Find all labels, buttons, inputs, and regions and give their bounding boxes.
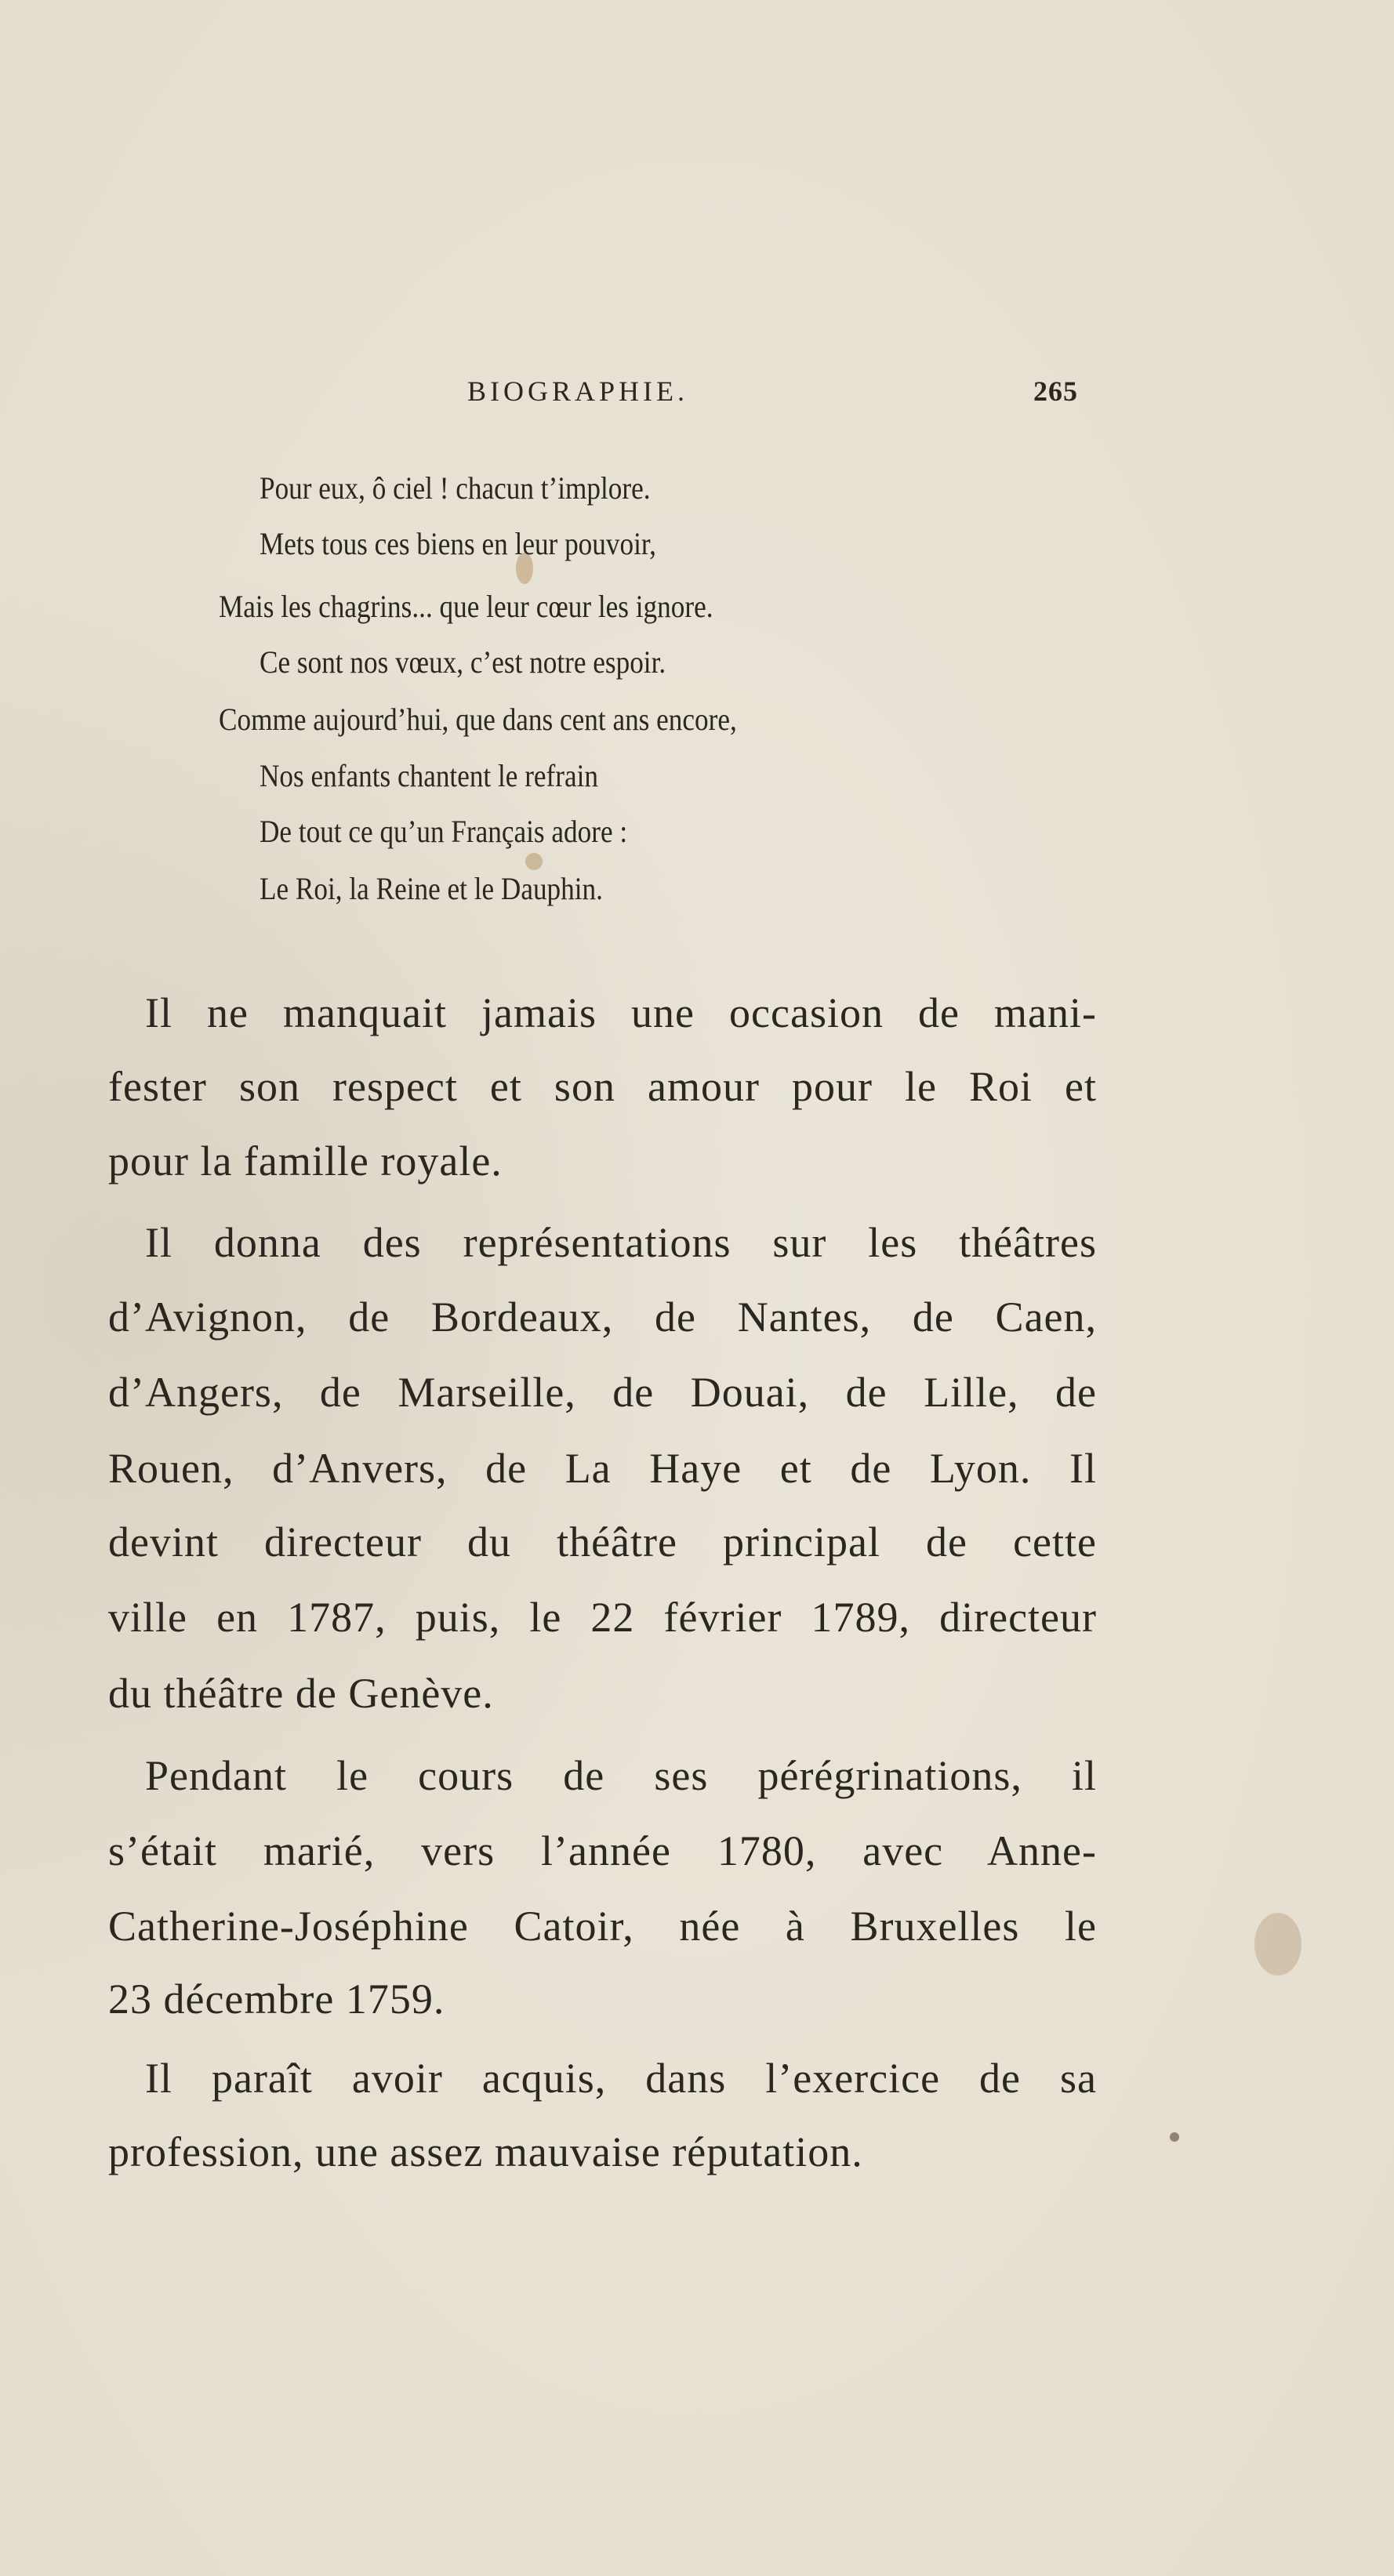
verse-line: De tout ce qu’un Français adore : xyxy=(260,814,628,849)
text-line: ville en 1787, puis, le 22 février 1789, directeur xyxy=(108,1594,1097,1641)
text-line: s’était marié, vers l’année 1780, avec Anne- xyxy=(108,1827,1097,1874)
verse-line: Mais les chagrins... que leur cœur les ignore. xyxy=(219,589,713,624)
text-line: d’Angers, de Marseille, de Douai, de Lille, de xyxy=(108,1369,1097,1416)
verse-line: Comme aujourd’hui, que dans cent ans encore, xyxy=(219,702,737,737)
foxing-stain xyxy=(1254,1913,1301,1976)
ink-speck xyxy=(1170,2132,1179,2142)
page-number: 265 xyxy=(1033,376,1078,407)
text-line: Rouen, d’Anvers, de La Haye et de Lyon. Il xyxy=(108,1445,1097,1492)
text-line: pour la famille royale. xyxy=(108,1137,503,1185)
verse-line: Le Roi, la Reine et le Dauphin. xyxy=(260,871,603,906)
verse-line: Pour eux, ô ciel ! chacun t’implore. xyxy=(260,470,651,506)
verse-line: Nos enfants chantent le refrain xyxy=(260,758,598,793)
verse-line: Mets tous ces biens en leur pouvoir, xyxy=(260,526,656,561)
text-line: profession, une assez mauvaise réputation. xyxy=(108,2128,863,2175)
foxing-stain xyxy=(525,853,543,870)
text-line: devint directeur du théâtre principal de cette xyxy=(108,1518,1097,1566)
text-line: du théâtre de Genève. xyxy=(108,1670,494,1717)
text-line: Catherine-Joséphine Catoir, née à Bruxelles le xyxy=(108,1903,1097,1950)
text-line: fester son respect et son amour pour le Roi et xyxy=(108,1063,1097,1110)
text-line: Pendant le cours de ses pérégrinations, il xyxy=(145,1752,1097,1799)
text-line: 23 décembre 1759. xyxy=(108,1976,445,2023)
text-line: d’Avignon, de Bordeaux, de Nantes, de Caen, xyxy=(108,1293,1097,1341)
foxing-stain xyxy=(516,553,533,584)
text-line: Il paraît avoir acquis, dans l’exercice de sa xyxy=(145,2055,1097,2102)
text-line: Il ne manquait jamais une occasion de mani- xyxy=(145,989,1097,1036)
verse-line: Ce sont nos vœux, c’est notre espoir. xyxy=(260,644,666,680)
running-title: BIOGRAPHIE. xyxy=(467,376,689,407)
text-line: Il donna des représentations sur les théâtres xyxy=(145,1219,1097,1266)
